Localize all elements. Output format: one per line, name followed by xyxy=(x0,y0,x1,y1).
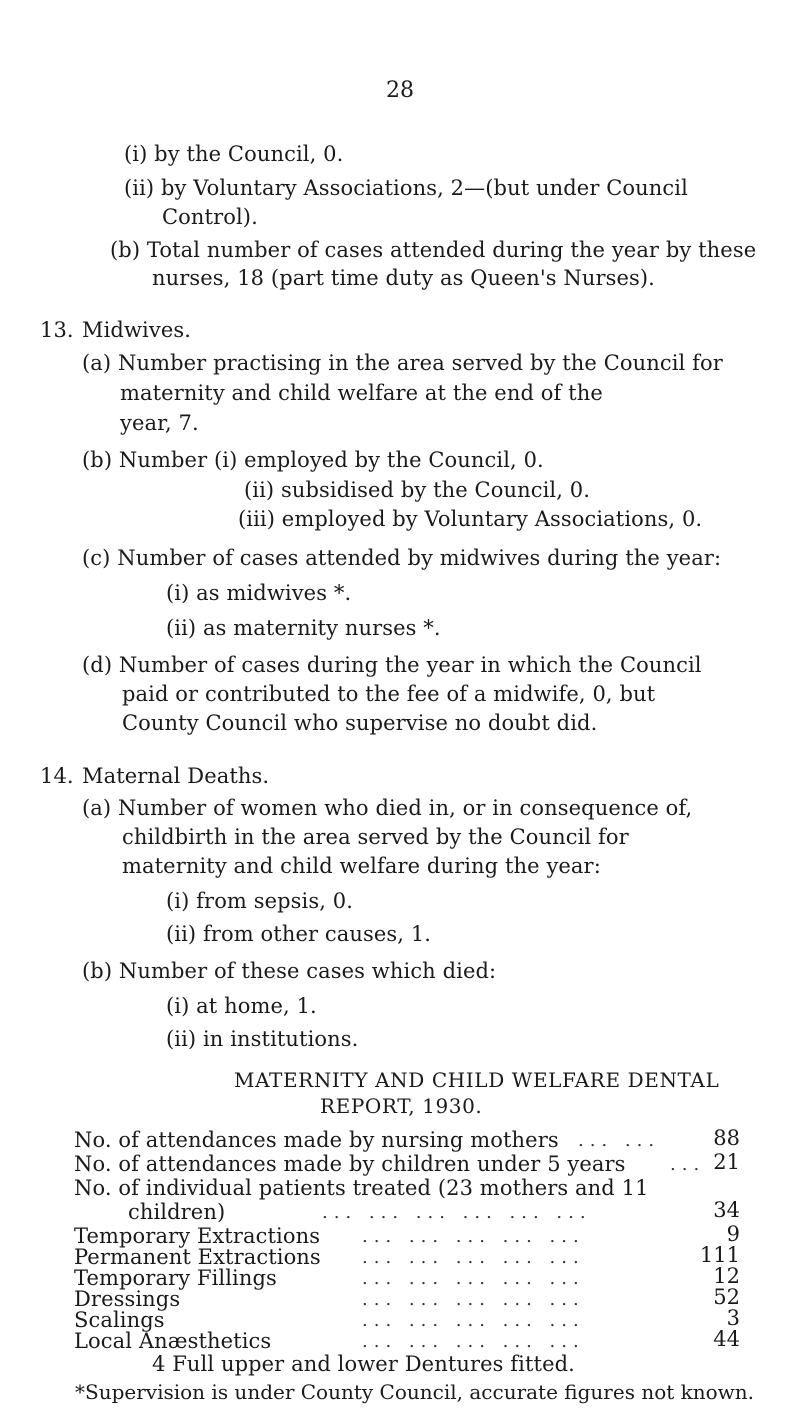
section-13-title: Midwives. xyxy=(82,318,191,342)
dental-row-value: 34 xyxy=(713,1198,740,1222)
section-13-number: 13. xyxy=(40,318,74,342)
dental-row-label: No. of individual patients treated (23 mothers and 11 xyxy=(74,1176,649,1200)
dental-row-value: 111 xyxy=(699,1243,740,1267)
page-number: 28 xyxy=(386,78,414,103)
dental-row-leader: ... ... ... ... ... xyxy=(362,1247,585,1268)
footnote: *Supervision is under County Council, accurate figures not known. xyxy=(75,1380,755,1404)
dental-row-label: No. of attendances made by nursing mothers xyxy=(74,1128,559,1152)
section-14-number: 14. xyxy=(40,764,74,788)
dental-row-leader: ... ... ... ... ... xyxy=(362,1310,585,1331)
maternal-deaths-a-cont2: maternity and child welfare during the year: xyxy=(122,854,601,878)
dental-row-label: Scalings xyxy=(74,1308,165,1332)
dental-row-leader: ... ... ... ... ... xyxy=(362,1289,585,1310)
midwives-b-ii: (ii) subsidised by the Council, 0. xyxy=(244,478,591,502)
dental-row-leader: ... ... ... ... ... xyxy=(362,1226,585,1247)
dental-row-value: 52 xyxy=(713,1285,740,1309)
maternal-deaths-a-ii: (ii) from other causes, 1. xyxy=(166,922,432,946)
dental-row-label: No. of attendances made by children under 5 years xyxy=(74,1152,626,1176)
dental-row-leader: ... ... ... ... ... ... xyxy=(322,1202,592,1223)
section-14-title: Maternal Deaths. xyxy=(82,764,270,788)
dental-row-label: Local Anæsthetics xyxy=(74,1329,272,1353)
midwives-c-ii: (ii) as maternity nurses *. xyxy=(166,616,441,640)
dental-row-value: 44 xyxy=(713,1327,740,1351)
nursing-item-i: (i) by the Council, 0. xyxy=(124,142,344,166)
dental-row-value: 21 xyxy=(713,1150,740,1174)
dental-row-value: 88 xyxy=(713,1126,740,1150)
dental-row-value: 9 xyxy=(726,1222,740,1246)
maternal-deaths-a-cont1: childbirth in the area served by the Council for xyxy=(122,825,629,849)
midwives-a-cont2: year, 7. xyxy=(120,411,199,435)
dentures-fitted: 4 Full upper and lower Dentures fitted. xyxy=(152,1352,575,1376)
midwives-d-cont2: County Council who supervise no doubt did. xyxy=(122,711,598,735)
maternal-deaths-a-i: (i) from sepsis, 0. xyxy=(166,889,354,913)
dental-row-label: children) xyxy=(128,1200,226,1224)
nursing-item-b: (b) Total number of cases attended during the year by these xyxy=(110,238,757,262)
dental-row-leader: ... xyxy=(670,1154,706,1175)
dental-row-leader: ... ... xyxy=(578,1130,661,1151)
midwives-b-iii: (iii) employed by Voluntary Associations, 0. xyxy=(238,507,703,531)
dental-report-heading-year: REPORT, 1930. xyxy=(320,1094,483,1118)
dental-row-label: Dressings xyxy=(74,1287,181,1311)
dental-row-value: 3 xyxy=(726,1306,740,1330)
maternal-deaths-b: (b) Number of these cases which died: xyxy=(82,959,497,983)
dental-row-label: Permanent Extractions xyxy=(74,1245,321,1269)
dental-row-label: Temporary Fillings xyxy=(74,1266,277,1290)
nursing-item-b-cont: nurses, 18 (part time duty as Queen's Nurses). xyxy=(152,266,655,290)
dental-row-leader: ... ... ... ... ... xyxy=(362,1268,585,1289)
nursing-item-ii-cont: Control). xyxy=(162,205,258,229)
midwives-b-i: (b) Number (i) employed by the Council, 0. xyxy=(82,448,544,472)
dental-row-label: Temporary Extractions xyxy=(74,1224,321,1248)
midwives-a: (a) Number practising in the area served by the Council for xyxy=(82,351,723,375)
dental-row-leader: ... ... ... ... ... xyxy=(362,1331,585,1352)
maternal-deaths-b-ii: (ii) in institutions. xyxy=(166,1027,359,1051)
nursing-item-ii: (ii) by Voluntary Associations, 2—(but under Council xyxy=(124,176,688,200)
midwives-d-cont1: paid or contributed to the fee of a midwife, 0, but xyxy=(122,682,656,706)
midwives-a-cont1: maternity and child welfare at the end of the xyxy=(120,381,603,405)
maternal-deaths-b-i: (i) at home, 1. xyxy=(166,994,317,1018)
dental-report-heading: MATERNITY AND CHILD WELFARE DENTAL xyxy=(234,1068,720,1092)
dental-row-value: 12 xyxy=(713,1264,740,1288)
midwives-c: (c) Number of cases attended by midwives during the year: xyxy=(82,546,722,570)
midwives-d: (d) Number of cases during the year in which the Council xyxy=(82,653,702,677)
maternal-deaths-a: (a) Number of women who died in, or in consequence of, xyxy=(82,796,693,820)
midwives-c-i: (i) as midwives *. xyxy=(166,581,352,605)
